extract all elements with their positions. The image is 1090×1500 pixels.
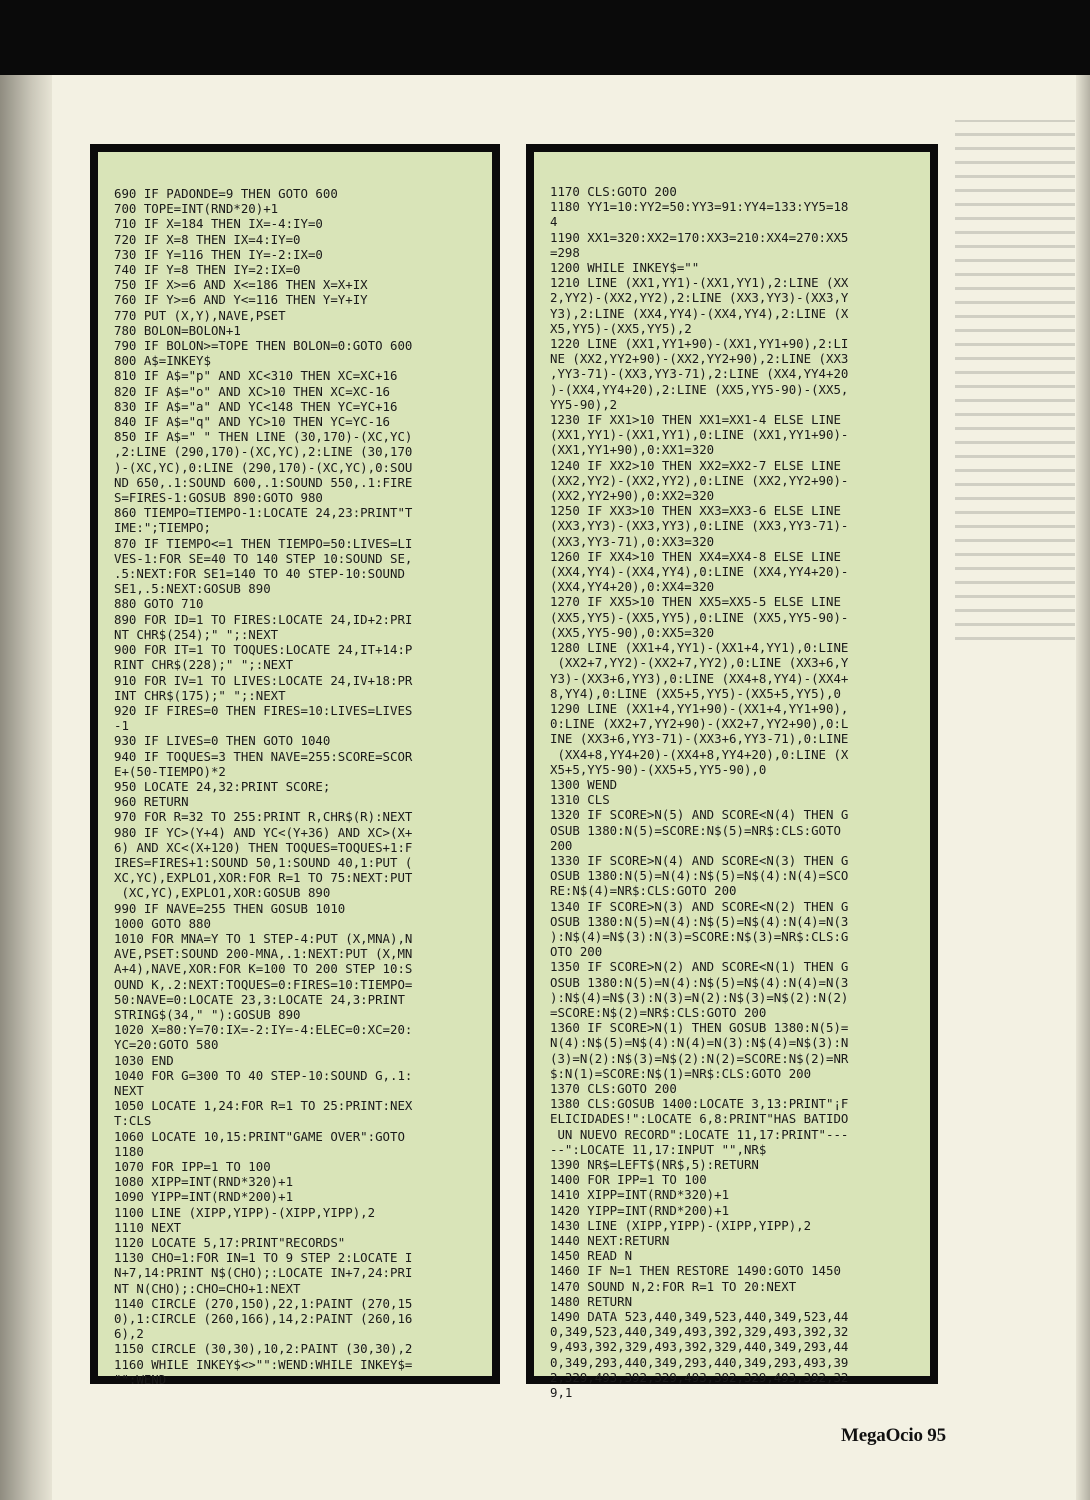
left-code-line: 700 TOPE=INT(RND*20)+1 xyxy=(114,201,279,217)
right-code-line: YY5-90),2 xyxy=(550,396,618,412)
left-code-line: .5:NEXT:FOR SE1=140 TO 40 STEP-10:SOUND xyxy=(114,566,405,582)
right-code-line: (XX5,YY5-90),0:XX5=320 xyxy=(550,624,715,640)
right-code-line: 2,329,493,392,329,493,392,329,493,392,32 xyxy=(550,1369,849,1385)
right-code-line: 2,YY2)-(XX2,YY2),2:LINE (XX3,YY3)-(XX3,Y xyxy=(550,290,849,306)
right-code-line: 1450 READ N xyxy=(550,1248,633,1264)
left-code-line: 1180 xyxy=(114,1143,144,1159)
right-code-line: 1420 YIPP=INT(RND*200)+1 xyxy=(550,1202,730,1218)
right-code-line: INE (XX3+6,YY3-71)-(XX3+6,YY3-71),0:LINE xyxy=(550,731,849,747)
code-text-right xyxy=(534,152,930,1400)
left-code-line: 790 IF BOLON>=TOPE THEN BOLON=0:GOTO 600 xyxy=(114,338,413,354)
left-code-line: 690 IF PADONDE=9 THEN GOTO 600 xyxy=(114,186,338,201)
right-code-line: RE:N$(4)=NR$:CLS:GOTO 200 xyxy=(550,883,737,899)
left-code-line: 830 IF A$="a" AND YC<148 THEN YC=YC+16 xyxy=(114,398,398,414)
right-code-line: 1440 NEXT:RETURN xyxy=(550,1233,670,1249)
left-code-line: XC,YC),EXPLO1,XOR:FOR R=1 TO 75:NEXT:PUT xyxy=(114,870,413,886)
left-code-line: ,2:LINE (290,170)-(XC,YC),2:LINE (30,170 xyxy=(114,444,413,460)
right-code-line: 8,YY4),0:LINE (XX5+5,YY5)-(XX5+5,YY5),0 xyxy=(550,685,841,701)
code-listing-right xyxy=(526,144,938,1401)
right-code-line: 1260 IF XX4>10 THEN XX4=XX4-8 ELSE LINE xyxy=(550,548,841,564)
left-code-line: 950 LOCATE 24,32:PRINT SCORE; xyxy=(114,778,331,794)
right-code-line: 1350 IF SCORE>N(2) AND SCORE<N(1) THEN G xyxy=(550,959,849,975)
left-code-line: 870 IF TIEMPO<=1 THEN TIEMPO=50:LIVES=LI xyxy=(114,535,413,551)
left-code-line: INT CHR$(175);" ";:NEXT xyxy=(114,687,286,703)
right-code-line: (XX3,YY3)-(XX3,YY3),0:LINE (XX3,YY3-71)- xyxy=(550,518,849,534)
left-code-line: "":WEND xyxy=(114,1371,167,1387)
left-code-line: T:CLS xyxy=(114,1113,152,1129)
left-code-line: 1010 FOR MNA=Y TO 1 STEP-4:PUT (X,MNA),N xyxy=(114,930,413,946)
left-code-line: -1 xyxy=(114,718,129,734)
code-listing-left xyxy=(90,144,500,1387)
left-code-line: 710 IF X=184 THEN IX=-4:IY=0 xyxy=(114,216,323,232)
right-code-line: ,YY3-71)-(XX3,YY3-71),2:LINE (XX4,YY4+20 xyxy=(550,366,849,382)
right-code-line: 1410 XIPP=INT(RND*320)+1 xyxy=(550,1187,730,1203)
right-code-line: X5+5,YY5-90)-(XX5+5,YY5-90),0 xyxy=(550,761,767,777)
right-code-line: 1360 IF SCORE>N(1) THEN GOSUB 1380:N(5)= xyxy=(550,1020,849,1036)
right-code-line: (XX2,YY2+90),0:XX2=320 xyxy=(550,488,715,504)
right-code-line: OSUB 1380:N(5)=N(4):N$(5)=N$(4):N(4)=N(3 xyxy=(550,974,849,990)
right-code-line: 1370 CLS:GOTO 200 xyxy=(550,1080,677,1096)
left-code-line: 840 IF A$="q" AND YC>10 THEN YC=YC-16 xyxy=(114,414,391,430)
right-code-line: 1250 IF XX3>10 THEN XX3=XX3-6 ELSE LINE xyxy=(550,503,841,519)
right-code-line: 1190 XX1=320:XX2=170:XX3=210:XX4=270:XX5 xyxy=(550,229,849,245)
left-code-line: ND 650,.1:SOUND 600,.1:SOUND 550,.1:FIRE xyxy=(114,474,413,490)
right-code-line: 1180 YY1=10:YY2=50:YY3=91:YY4=133:YY5=18 xyxy=(550,199,849,215)
left-code-line: 720 IF X=8 THEN IX=4:IY=0 xyxy=(114,231,301,247)
show-through-text xyxy=(955,120,1075,640)
left-code-line: 1110 NEXT xyxy=(114,1219,182,1235)
right-code-line: 1240 IF XX2>10 THEN XX2=XX2-7 ELSE LINE xyxy=(550,457,841,473)
left-code-line: YC=20:GOTO 580 xyxy=(114,1037,219,1053)
left-code-line: 980 IF YC>(Y+4) AND YC<(Y+36) AND XC>(X+ xyxy=(114,824,413,840)
right-code-line: 1470 SOUND N,2:FOR R=1 TO 20:NEXT xyxy=(550,1278,797,1294)
right-code-line: 0:LINE (XX2+7,YY2+90)-(XX2+7,YY2+90),0:L xyxy=(550,716,849,732)
left-code-line: 6) AND XC<(X+120) THEN TOQUES=TOQUES+1:F xyxy=(114,839,413,855)
right-code-line: UN NUEVO RECORD":LOCATE 11,17:PRINT"--- xyxy=(550,1126,849,1142)
right-code-line: 1220 LINE (XX1,YY1+90)-(XX1,YY1+90),2:LI xyxy=(550,336,849,352)
right-code-line: 1270 IF XX5>10 THEN XX5=XX5-5 ELSE LINE xyxy=(550,594,841,610)
right-code-line: 1280 LINE (XX1+4,YY1)-(XX1+4,YY1),0:LINE xyxy=(550,640,849,656)
left-code-line: 740 IF Y=8 THEN IY=2:IX=0 xyxy=(114,262,301,278)
left-code-line: 1160 WHILE INKEY$<>"":WEND:WHILE INKEY$= xyxy=(114,1356,413,1372)
right-code-line: 0,349,293,440,349,293,440,349,293,493,39 xyxy=(550,1354,849,1370)
right-code-line: OSUB 1380:N(5)=N(4):N$(5)=N$(4):N(4)=N(3 xyxy=(550,913,849,929)
right-code-line: 1380 CLS:GOSUB 1400:LOCATE 3,13:PRINT"¡F xyxy=(550,1096,849,1112)
right-code-line: 1290 LINE (XX1+4,YY1+90)-(XX1+4,YY1+90), xyxy=(550,700,849,716)
left-code-line: NT CHR$(254);" ";:NEXT xyxy=(114,626,279,642)
left-code-line: STRING$(34," "):GOSUB 890 xyxy=(114,1006,301,1022)
right-code-line: 1490 DATA 523,440,349,523,440,349,523,44 xyxy=(550,1309,849,1325)
left-code-line: 900 FOR IT=1 TO TOQUES:LOCATE 24,IT+14:P xyxy=(114,642,413,658)
right-code-line: 9,1 xyxy=(550,1385,573,1401)
right-code-line: 1230 IF XX1>10 THEN XX1=XX1-4 ELSE LINE xyxy=(550,412,841,428)
right-code-line: 4 xyxy=(550,214,558,230)
left-code-line: 970 FOR R=32 TO 255:PRINT R,CHR$(R):NEXT xyxy=(114,809,413,825)
right-code-line: OSUB 1380:N(5)=SCORE:N$(5)=NR$:CLS:GOTO xyxy=(550,822,841,838)
right-code-line: 200 xyxy=(550,837,573,853)
right-code-line: 1390 NR$=LEFT$(NR$,5):RETURN xyxy=(550,1157,759,1172)
right-code-line: N(4):N$(5)=N$(4):N(4)=N(3):N$(4)=N$(3):N xyxy=(550,1035,849,1051)
right-code-line: OTO 200 xyxy=(550,944,603,960)
right-code-line: 1200 WHILE INKEY$="" xyxy=(550,260,700,276)
left-code-line: 1040 FOR G=300 TO 40 STEP-10:SOUND G,.1: xyxy=(114,1067,413,1083)
right-code-line: =298 xyxy=(550,244,580,260)
code-panel-right xyxy=(534,152,930,1401)
magazine-spine xyxy=(0,75,52,1500)
right-code-line: 1170 CLS:GOTO 200 xyxy=(550,184,677,199)
right-code-line: )-(XX4,YY4+20),2:LINE (XX5,YY5-90)-(XX5, xyxy=(550,381,849,397)
right-code-line: ):N$(4)=N$(3):N(3)=N(2):N$(3)=N$(2):N(2) xyxy=(550,989,849,1005)
right-code-line: 1210 LINE (XX1,YY1)-(XX1,YY1),2:LINE (XX xyxy=(550,275,849,291)
left-code-line: 940 IF TOQUES=3 THEN NAVE=255:SCORE=SCOR xyxy=(114,748,413,764)
left-code-line: SE1,.5:NEXT:GOSUB 890 xyxy=(114,581,271,597)
left-code-line: 730 IF Y=116 THEN IY=-2:IX=0 xyxy=(114,246,323,262)
left-code-line: 1130 CHO=1:FOR IN=1 TO 9 STEP 2:LOCATE I xyxy=(114,1250,413,1266)
left-code-line: 1120 LOCATE 5,17:PRINT"RECORDS" xyxy=(114,1235,346,1251)
left-code-line: NT N(CHO);:CHO=CHO+1:NEXT xyxy=(114,1280,301,1296)
left-code-line: N+7,14:PRINT N$(CHO);:LOCATE IN+7,24:PRI xyxy=(114,1265,413,1281)
left-code-line: RINT CHR$(228);" ";:NEXT xyxy=(114,657,294,673)
left-code-line: 1140 CIRCLE (270,150),22,1:PAINT (270,15 xyxy=(114,1295,413,1311)
code-text-left xyxy=(98,152,492,1387)
right-code-line: (XX2+7,YY2)-(XX2+7,YY2),0:LINE (XX3+6,Y xyxy=(550,655,849,671)
left-code-line: AVE,PSET:SOUND 200-MNA,.1:NEXT:PUT (X,MN xyxy=(114,946,413,962)
right-code-line: $:N(1)=SCORE:N$(1)=NR$:CLS:GOTO 200 xyxy=(550,1065,812,1081)
left-code-line: A+4),NAVE,XOR:FOR K=100 TO 200 STEP 10:S xyxy=(114,961,413,977)
right-code-line: NE (XX2,YY2+90)-(XX2,YY2+90),2:LINE (XX3 xyxy=(550,351,849,367)
left-code-line: E+(50-TIEMPO)*2 xyxy=(114,763,226,779)
left-code-line: OUND K,.2:NEXT:TOQUES=0:FIRES=10:TIEMPO= xyxy=(114,976,413,992)
left-code-line: 1070 FOR IPP=1 TO 100 xyxy=(114,1159,271,1174)
left-code-line: 820 IF A$="o" AND XC>10 THEN XC=XC-16 xyxy=(114,383,391,399)
right-code-line: ELICIDADES!":LOCATE 6,8:PRINT"HAS BATIDO xyxy=(550,1111,849,1127)
left-code-line: 1050 LOCATE 1,24:FOR R=1 TO 25:PRINT:NEX xyxy=(114,1098,413,1114)
right-code-line: 1310 CLS xyxy=(550,792,610,808)
left-code-line: 50:NAVE=0:LOCATE 23,3:LOCATE 24,3:PRINT xyxy=(114,991,405,1007)
left-code-line: 1100 LINE (XIPP,YIPP)-(XIPP,YIPP),2 xyxy=(114,1204,376,1220)
left-code-line: 860 TIEMPO=TIEMPO-1:LOCATE 24,23:PRINT"T xyxy=(114,505,413,521)
right-code-line: 1400 FOR IPP=1 TO 100 xyxy=(550,1172,707,1188)
left-code-line: IRES=FIRES+1:SOUND 50,1:SOUND 40,1:PUT ( xyxy=(114,854,413,870)
left-code-line: VES-1:FOR SE=40 TO 140 STEP 10:SOUND SE, xyxy=(114,550,413,566)
left-code-line: 770 PUT (X,Y),NAVE,PSET xyxy=(114,307,286,323)
left-code-line: 810 IF A$="p" AND XC<310 THEN XC=XC+16 xyxy=(114,368,398,384)
top-black-border xyxy=(0,0,1090,75)
left-code-line: )-(XC,YC),0:LINE (290,170)-(XC,YC),0:SOU xyxy=(114,459,413,475)
right-code-line: (XX4+8,YY4+20)-(XX4+8,YY4+20),0:LINE (X xyxy=(550,746,849,762)
right-code-line: (XX1,YY1+90),0:XX1=320 xyxy=(550,442,715,458)
right-code-line: (XX3,YY3-71),0:XX3=320 xyxy=(550,533,715,549)
right-code-line: 0,349,523,440,349,493,392,329,493,392,32 xyxy=(550,1324,849,1340)
right-code-line: (XX1,YY1)-(XX1,YY1),0:LINE (XX1,YY1+90)- xyxy=(550,427,849,443)
left-code-line: S=FIRES-1:GOSUB 890:GOTO 980 xyxy=(114,490,323,506)
right-code-line: --":LOCATE 11,17:INPUT "",NR$ xyxy=(550,1141,767,1157)
right-code-line: (XX4,YY4)-(XX4,YY4),0:LINE (XX4,YY4+20)- xyxy=(550,564,849,580)
right-code-line: 1340 IF SCORE>N(3) AND SCORE<N(2) THEN G xyxy=(550,898,849,914)
right-code-line: 1430 LINE (XIPP,YIPP)-(XIPP,YIPP),2 xyxy=(550,1217,812,1233)
left-code-line: 800 A$=INKEY$ xyxy=(114,353,211,369)
left-code-line: 1020 X=80:Y=70:IX=-2:IY=-4:ELEC=0:XC=20: xyxy=(114,1022,413,1038)
right-code-line: 1460 IF N=1 THEN RESTORE 1490:GOTO 1450 xyxy=(550,1263,841,1279)
right-code-line: X5,YY5)-(XX5,YY5),2 xyxy=(550,320,692,336)
left-code-line: 990 IF NAVE=255 THEN GOSUB 1010 xyxy=(114,900,346,916)
page-edge xyxy=(1076,75,1090,1500)
right-code-line: (3)=N(2):N$(3)=N$(2):N(2)=SCORE:N$(2)=NR xyxy=(550,1050,849,1066)
left-code-line: 1000 GOTO 880 xyxy=(114,915,211,931)
right-code-line: 1300 WEND xyxy=(550,776,618,792)
left-code-line: 780 BOLON=BOLON+1 xyxy=(114,322,241,338)
left-code-line: 760 IF Y>=6 AND Y<=116 THEN Y=Y+IY xyxy=(114,292,368,308)
left-code-line: 890 FOR ID=1 TO FIRES:LOCATE 24,ID+2:PRI xyxy=(114,611,413,627)
right-code-line: ):N$(4)=N$(3):N(3)=SCORE:N$(3)=NR$:CLS:G xyxy=(550,928,849,944)
right-code-line: (XX4,YY4+20),0:XX4=320 xyxy=(550,579,715,595)
left-code-line: 920 IF FIRES=0 THEN FIRES=10:LIVES=LIVES xyxy=(114,702,413,718)
right-code-line: 1480 RETURN xyxy=(550,1293,633,1309)
right-code-line: 1330 IF SCORE>N(4) AND SCORE<N(3) THEN G xyxy=(550,852,849,868)
right-code-line: OSUB 1380:N(5)=N(4):N$(5)=N$(4):N(4)=SCO xyxy=(550,868,849,884)
right-code-line: (XX5,YY5)-(XX5,YY5),0:LINE (XX5,YY5-90)- xyxy=(550,609,849,625)
left-code-line: IME:";TIEMPO; xyxy=(114,520,211,536)
left-code-line: 1150 CIRCLE (30,30),10,2:PAINT (30,30),2 xyxy=(114,1341,413,1357)
left-code-line: 960 RETURN xyxy=(114,794,189,810)
right-code-line: 1320 IF SCORE>N(5) AND SCORE<N(4) THEN G xyxy=(550,807,849,823)
right-code-line: Y3),2:LINE (XX4,YY4)-(XX4,YY4),2:LINE (X xyxy=(550,305,849,321)
right-code-line: 9,493,392,329,493,392,329,440,349,293,44 xyxy=(550,1339,849,1355)
left-code-line: 930 IF LIVES=0 THEN GOTO 1040 xyxy=(114,733,331,749)
code-panel-left xyxy=(98,152,492,1387)
right-code-line: =SCORE:N$(2)=NR$:CLS:GOTO 200 xyxy=(550,1004,767,1020)
left-code-line: 1090 YIPP=INT(RND*200)+1 xyxy=(114,1189,294,1205)
left-code-line: NEXT xyxy=(114,1082,144,1098)
page-footer: MegaOcio 95 xyxy=(841,1425,946,1446)
left-code-line: 6),2 xyxy=(114,1326,144,1342)
left-code-line: 850 IF A$=" " THEN LINE (30,170)-(XC,YC) xyxy=(114,429,413,445)
right-code-line: Y3)-(XX3+6,YY3),0:LINE (XX4+8,YY4)-(XX4+ xyxy=(550,670,849,686)
left-code-line: 0),1:CIRCLE (260,166),14,2:PAINT (260,16 xyxy=(114,1311,413,1327)
left-code-line: (XC,YC),EXPLO1,XOR:GOSUB 890 xyxy=(114,885,331,901)
left-code-line: 880 GOTO 710 xyxy=(114,596,204,612)
right-code-line: (XX2,YY2)-(XX2,YY2),0:LINE (XX2,YY2+90)- xyxy=(550,472,849,488)
left-code-line: 1060 LOCATE 10,15:PRINT"GAME OVER":GOTO xyxy=(114,1128,405,1144)
left-code-line: 1080 XIPP=INT(RND*320)+1 xyxy=(114,1174,294,1190)
left-code-line: 750 IF X>=6 AND X<=186 THEN X=X+IX xyxy=(114,277,368,293)
left-code-line: 910 FOR IV=1 TO LIVES:LOCATE 24,IV+18:PR xyxy=(114,672,413,688)
left-code-line: 1030 END xyxy=(114,1052,174,1068)
